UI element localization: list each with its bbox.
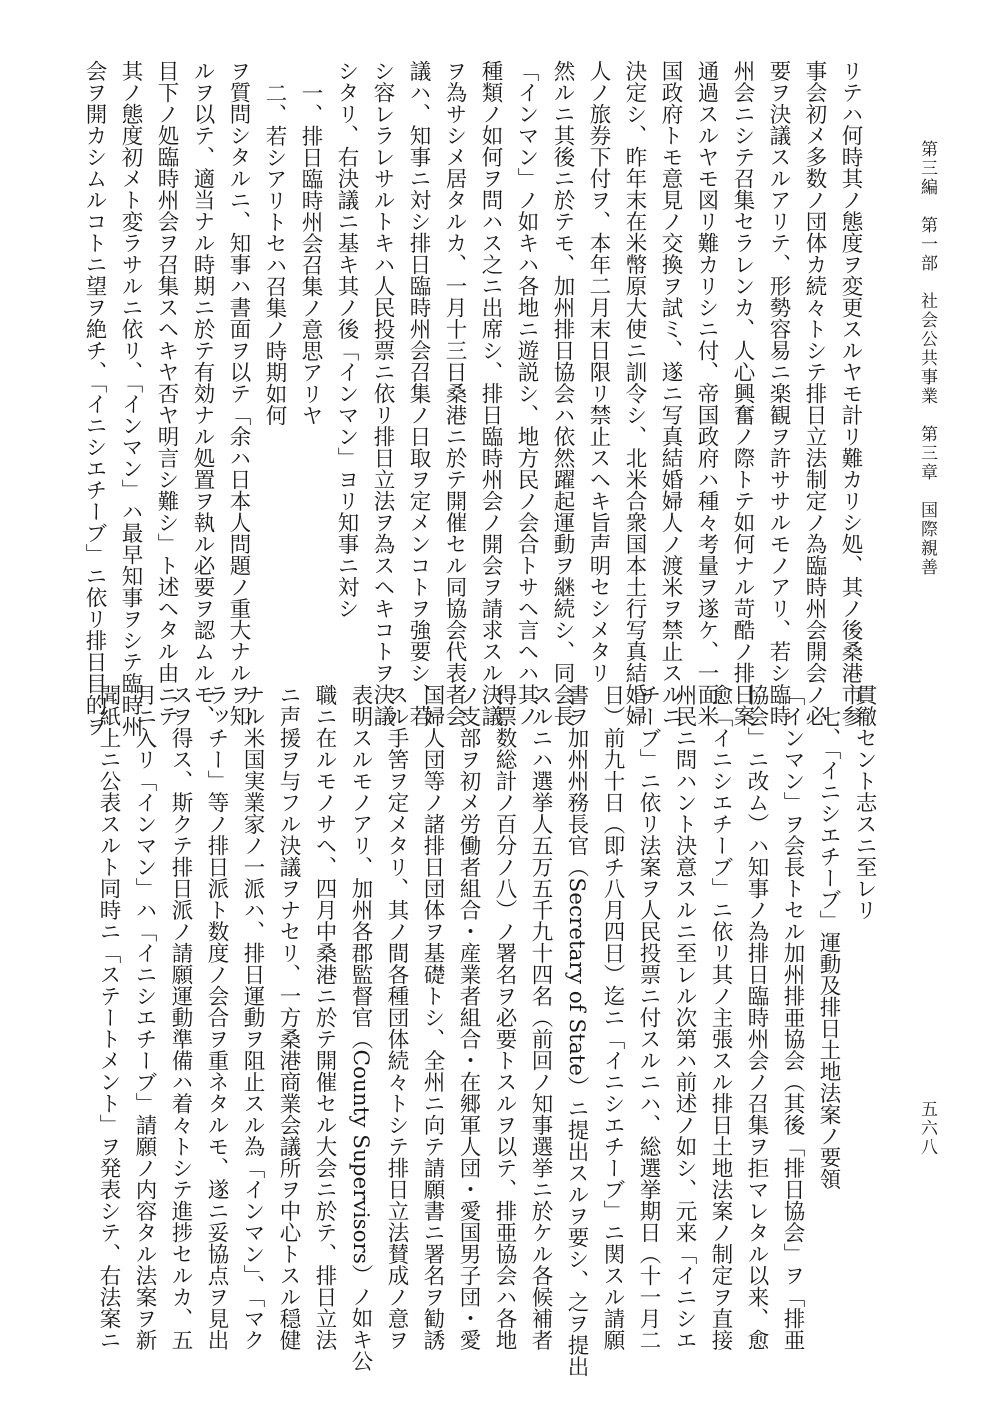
- text-line: 表明スルモノアリ、加州各郡監督官（County Supervisors）ノ如キ公: [348, 684, 373, 1372]
- top-text-block: [78, 60, 868, 738]
- text-line: スルニハ選挙人五万五千九十四名（前回ノ知事選挙ニ於ケル各候補者: [528, 684, 553, 1351]
- text-line: 目下ノ処臨時州会ヲ召集スヘキヤ否ヤ明言シ難シ」ト述ヘタル由ニテ: [154, 60, 179, 727]
- page-number: 五六八: [917, 1100, 937, 1157]
- text-line: 愈「イニシエチーブ」ニ依リ其ノ主張スル排日土地法案ノ制定ヲ直接: [708, 684, 733, 1351]
- text-line: 国婦人団等ノ諸排日団体ヲ基礎トシ、全州ニ向テ請願書ニ署名ヲ勧誘: [420, 684, 445, 1351]
- text-line: 聞紙上ニ公表スルト同時ニ「ステートメント」ヲ発表シテ、右法案ニ: [96, 684, 121, 1351]
- text-line: スヲ得ス、斯クテ排日派ノ請願運動準備ハ着々トシテ進捗セルカ、五: [168, 684, 193, 1351]
- text-line: ヲ質問シタルニ、知事ハ書面ヲ以テ「余ハ日本人問題ノ重大ナルヲ知: [226, 60, 251, 727]
- text-line: スル手筈ヲ定メタリ、其ノ間各種団体続々トシテ排日立法賛成ノ意ヲ: [384, 684, 409, 1351]
- text-line: 種類ノ如何ヲ問ハス之ニ出席シ、排日臨時州会ノ開会ヲ請求スル決議: [478, 60, 503, 727]
- text-line: 決定シ、昨年末在米幣原大使ニ訓令シ、北米合衆国本土行写真結婚婦: [622, 60, 647, 727]
- bottom-text-block: [82, 684, 882, 1377]
- text-line: ルヲ以テ、適当ナル時期ニ於テ有効ナル処置ヲ執ル必要ヲ認ムルモ、: [190, 60, 215, 727]
- text-line: 得票数総計ノ百分ノ八）ノ署名ヲ必要トスルヲ以テ、排亜協会ハ各地: [492, 684, 517, 1351]
- list-item: 二、若シアリトセハ召集ノ時期如何: [262, 82, 287, 426]
- text-line: 州会ニシテ召集セラレンカ、人心興奮ノ際トテ如何ナル苛酷ノ排日案: [730, 60, 755, 727]
- text-line: 協会」ニ改ム）ハ知事ノ為排日臨時州会ノ召集ヲ拒マレタル以来、愈: [744, 684, 769, 1351]
- text-line: シ容レラレサルトキハ人民投票ニ依リ排日立法ヲ為スヘキコトヲ決議: [370, 60, 395, 727]
- text-line: 月ニ入リ「インマン」ハ「イニシエチーブ」請願ノ内容タル法案ヲ新: [132, 684, 157, 1351]
- text-line: ラッチー」等ノ排日派ト数度ノ会合ヲ重ネタルモ、遂ニ妥協点ヲ見出: [204, 684, 229, 1351]
- running-header: 第三編 第一部 社会公共事業 第三章 国際親善: [917, 140, 937, 577]
- text-line: 要ヲ決議スルアリテ、形勢容易ニ楽観ヲ許ササルモノアリ、若シ臨時: [766, 60, 791, 727]
- text-line: 然ルニ其後ニ於テモ、加州排日協会ハ依然躍起運動ヲ継続シ、同会長: [550, 60, 575, 727]
- text-line: 議ハ、知事ニ対シ排日臨時州会召集ノ日取ヲ定メンコトヲ強要シ、若: [406, 60, 431, 727]
- text-line: 通過スルヤモ図リ難カリシニ付、帝国政府ハ種々考量ヲ遂ケ、一面米: [694, 60, 719, 727]
- text-line: リテハ何時其ノ態度ヲ変更スルヤモ計リ難カリシ処、其ノ後桑港市参: [838, 60, 863, 727]
- text-line: 人ノ旅券下付ヲ、本年二月末日限リ禁止スヘキ旨声明セシメタリ: [586, 60, 611, 684]
- text-line: 事会初メ多数ノ団体カ続々トシテ排日立法制定ノ為臨時州会開会ノ必: [802, 60, 827, 727]
- text-line: 「インマン」ノ如キハ各地ニ遊説シ、地方民ノ会合トサヘ言ヘハ其ノ: [514, 60, 539, 727]
- text-line: 書ヲ加州州務長官（Secretary of State）ニ提出スルヲ要シ、之ヲ提出: [564, 684, 589, 1377]
- text-line: 会ヲ開カシムルコトニ望ヲ絶チ、「イニシエチーブ」ニ依リ排日目的ヲ: [82, 60, 107, 738]
- text-line: 其ノ態度初メト変ラサルニ依リ、「インマン」ハ最早知事ヲシテ臨時州: [118, 60, 143, 738]
- text-line: 日）前九十日（即チ八月四日）迄ニ「イニシエチーブ」ニ関スル請願: [600, 684, 625, 1351]
- text-line: ニ声援ヲ与フル決議ヲナセリ、一方桑港商業会議所ヲ中心トスル穏健: [276, 684, 301, 1351]
- text-line: ナル米国実業家ノ一派ハ、排日運動ヲ阻止スル為「インマン」、「マク: [240, 684, 265, 1351]
- text-line: 国政府トモ意見ノ交換ヲ試ミ、遂ニ写真結婚婦人ノ渡米ヲ禁止スルニ: [658, 60, 683, 727]
- list-item: 一、排日臨時州会召集ノ意思アリヤ: [298, 82, 323, 426]
- text-line: 貫徹セント志スニ至レリ: [852, 684, 877, 921]
- text-line: 「インマン」ヲ会長トセル加州排亜協会（其後「排日協会」ヲ「排亜: [780, 684, 805, 1351]
- text-line: シタリ、右決議ニ基キ其ノ後「インマン」ヨリ知事ニ対シ: [334, 60, 359, 619]
- text-line: 職ニ在ルモノサヘ、四月中桑港ニ於テ開催セル大会ニ於テ、排日立法: [312, 684, 337, 1351]
- section-heading: 七、「イニシエチーブ」運動及排日土地法案ノ要領: [816, 706, 841, 1190]
- text-line: ヲ為サシメ居タルカ、一月十三日桑港ニ於テ開催セル同協会代表者会: [442, 60, 467, 727]
- text-line: 州民ニ問ハント決意スルニ至レル次第ハ前述ノ如シ、元来「イニシエ: [672, 684, 697, 1351]
- text-line: チーブ」ニ依リ法案ヲ人民投票ニ付スルニハ、総選挙期日（十一月二: [636, 684, 661, 1351]
- text-line: ノ支部ヲ初メ労働者組合・産業者組合・在郷軍人団・愛国男子団・愛: [456, 684, 481, 1351]
